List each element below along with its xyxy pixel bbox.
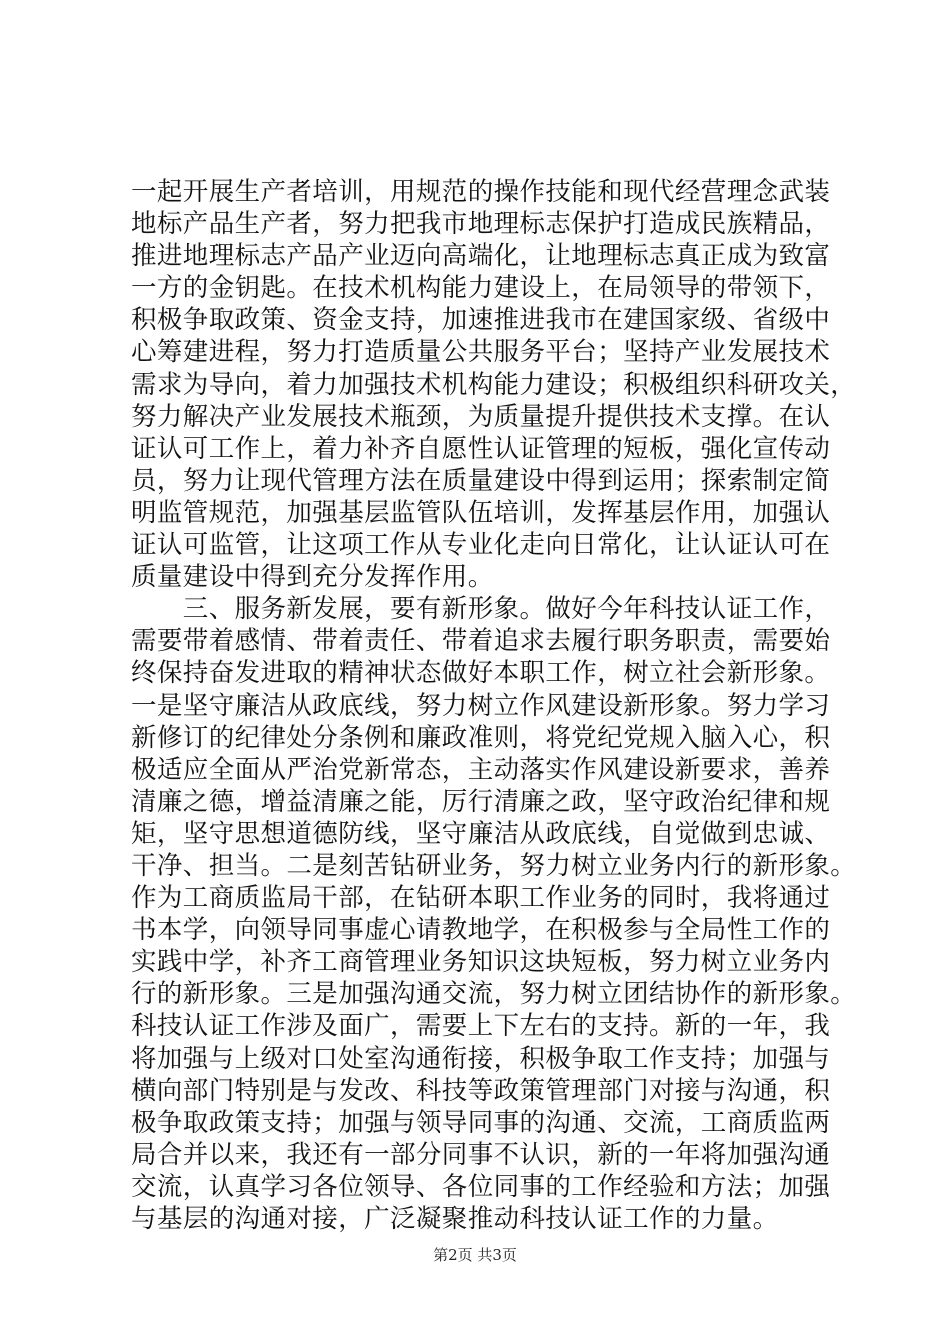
text-line: 实践中学，补齐工商管理业务知识这块短板，努力树立业务内 xyxy=(131,947,831,978)
text-line: 一是坚守廉洁从政底线，努力树立作风建设新形象。努力学习 xyxy=(131,690,831,721)
text-line: 科技认证工作涉及面广，需要上下左右的支持。新的一年，我 xyxy=(131,1011,831,1042)
text-line: 横向部门特别是与发改、科技等政策管理部门对接与沟通，积 xyxy=(131,1075,831,1106)
text-line: 地标产品生产者，努力把我市地理标志保护打造成民族精品， xyxy=(131,209,831,240)
body-text xyxy=(131,176,857,1235)
text-line: 矩，坚守思想道德防线，坚守廉洁从政底线，自觉做到忠诚、 xyxy=(131,818,831,849)
text-line: 一起开展生产者培训，用规范的操作技能和现代经营理念武装 xyxy=(131,177,831,207)
text-line: 三、服务新发展，要有新形象。做好今年科技认证工作， xyxy=(131,594,831,625)
text-line: 行的新形象。三是加强沟通交流，努力树立团结协作的新形象。 xyxy=(131,979,857,1010)
page-footer: 第2页 共3页 xyxy=(433,1246,517,1264)
text-line: 终保持奋发进取的精神状态做好本职工作，树立社会新形象。 xyxy=(131,658,831,689)
text-line: 极适应全面从严治党新常态，主动落实作风建设新要求，善养 xyxy=(131,754,831,785)
text-line: 将加强与上级对口处室沟通衔接，积极争取工作支持；加强与 xyxy=(131,1043,831,1074)
text-line: 局合并以来，我还有一部分同事不认识，新的一年将加强沟通 xyxy=(131,1139,831,1170)
text-line: 证认可工作上，着力补齐自愿性认证管理的短板，强化宣传动 xyxy=(131,433,831,464)
text-line: 交流，认真学习各位领导、各位同事的工作经验和方法；加强 xyxy=(131,1171,831,1202)
text-line: 努力解决产业发展技术瓶颈，为质量提升提供技术支撑。在认 xyxy=(131,401,831,432)
text-line: 明监管规范，加强基层监管队伍培训，发挥基层作用，加强认 xyxy=(131,497,831,528)
text-line: 证认可监管，让这项工作从专业化走向日常化，让认证认可在 xyxy=(131,530,831,561)
text-line: 员，努力让现代管理方法在质量建设中得到运用；探索制定简 xyxy=(131,465,831,496)
text-line: 清廉之德，增益清廉之能，厉行清廉之政，坚守政治纪律和规 xyxy=(131,786,831,817)
text-line: 需求为导向，着力加强技术机构能力建设；积极组织科研攻关， xyxy=(131,369,857,400)
text-line: 心筹建进程，努力打造质量公共服务平台；坚持产业发展技术 xyxy=(131,337,831,368)
text-line: 积极争取政策、资金支持，加速推进我市在建国家级、省级中 xyxy=(131,305,831,336)
text-line: 干净、担当。二是刻苦钻研业务，努力树立业务内行的新形象。 xyxy=(131,850,857,881)
text-line: 推进地理标志产品产业迈向高端化，让地理标志真正成为致富 xyxy=(131,241,831,272)
text-line: 新修订的纪律处分条例和廉政准则，将党纪党规入脑入心，积 xyxy=(131,722,831,753)
text-line: 质量建设中得到充分发挥作用。 xyxy=(131,562,494,593)
text-line: 与基层的沟通对接，广泛凝聚推动科技认证工作的力量。 xyxy=(131,1204,779,1234)
text-line: 作为工商质监局干部，在钻研本职工作业务的同时，我将通过 xyxy=(131,883,831,914)
text-line: 一方的金钥匙。在技术机构能力建设上，在局领导的带领下， xyxy=(131,273,831,304)
text-line: 书本学，向领导同事虚心请教地学，在积极参与全局性工作的 xyxy=(131,915,831,946)
text-line: 极争取政策支持；加强与领导同事的沟通、交流，工商质监两 xyxy=(131,1107,831,1138)
text-line: 需要带着感情、带着责任、带着追求去履行职务职责，需要始 xyxy=(131,626,831,657)
